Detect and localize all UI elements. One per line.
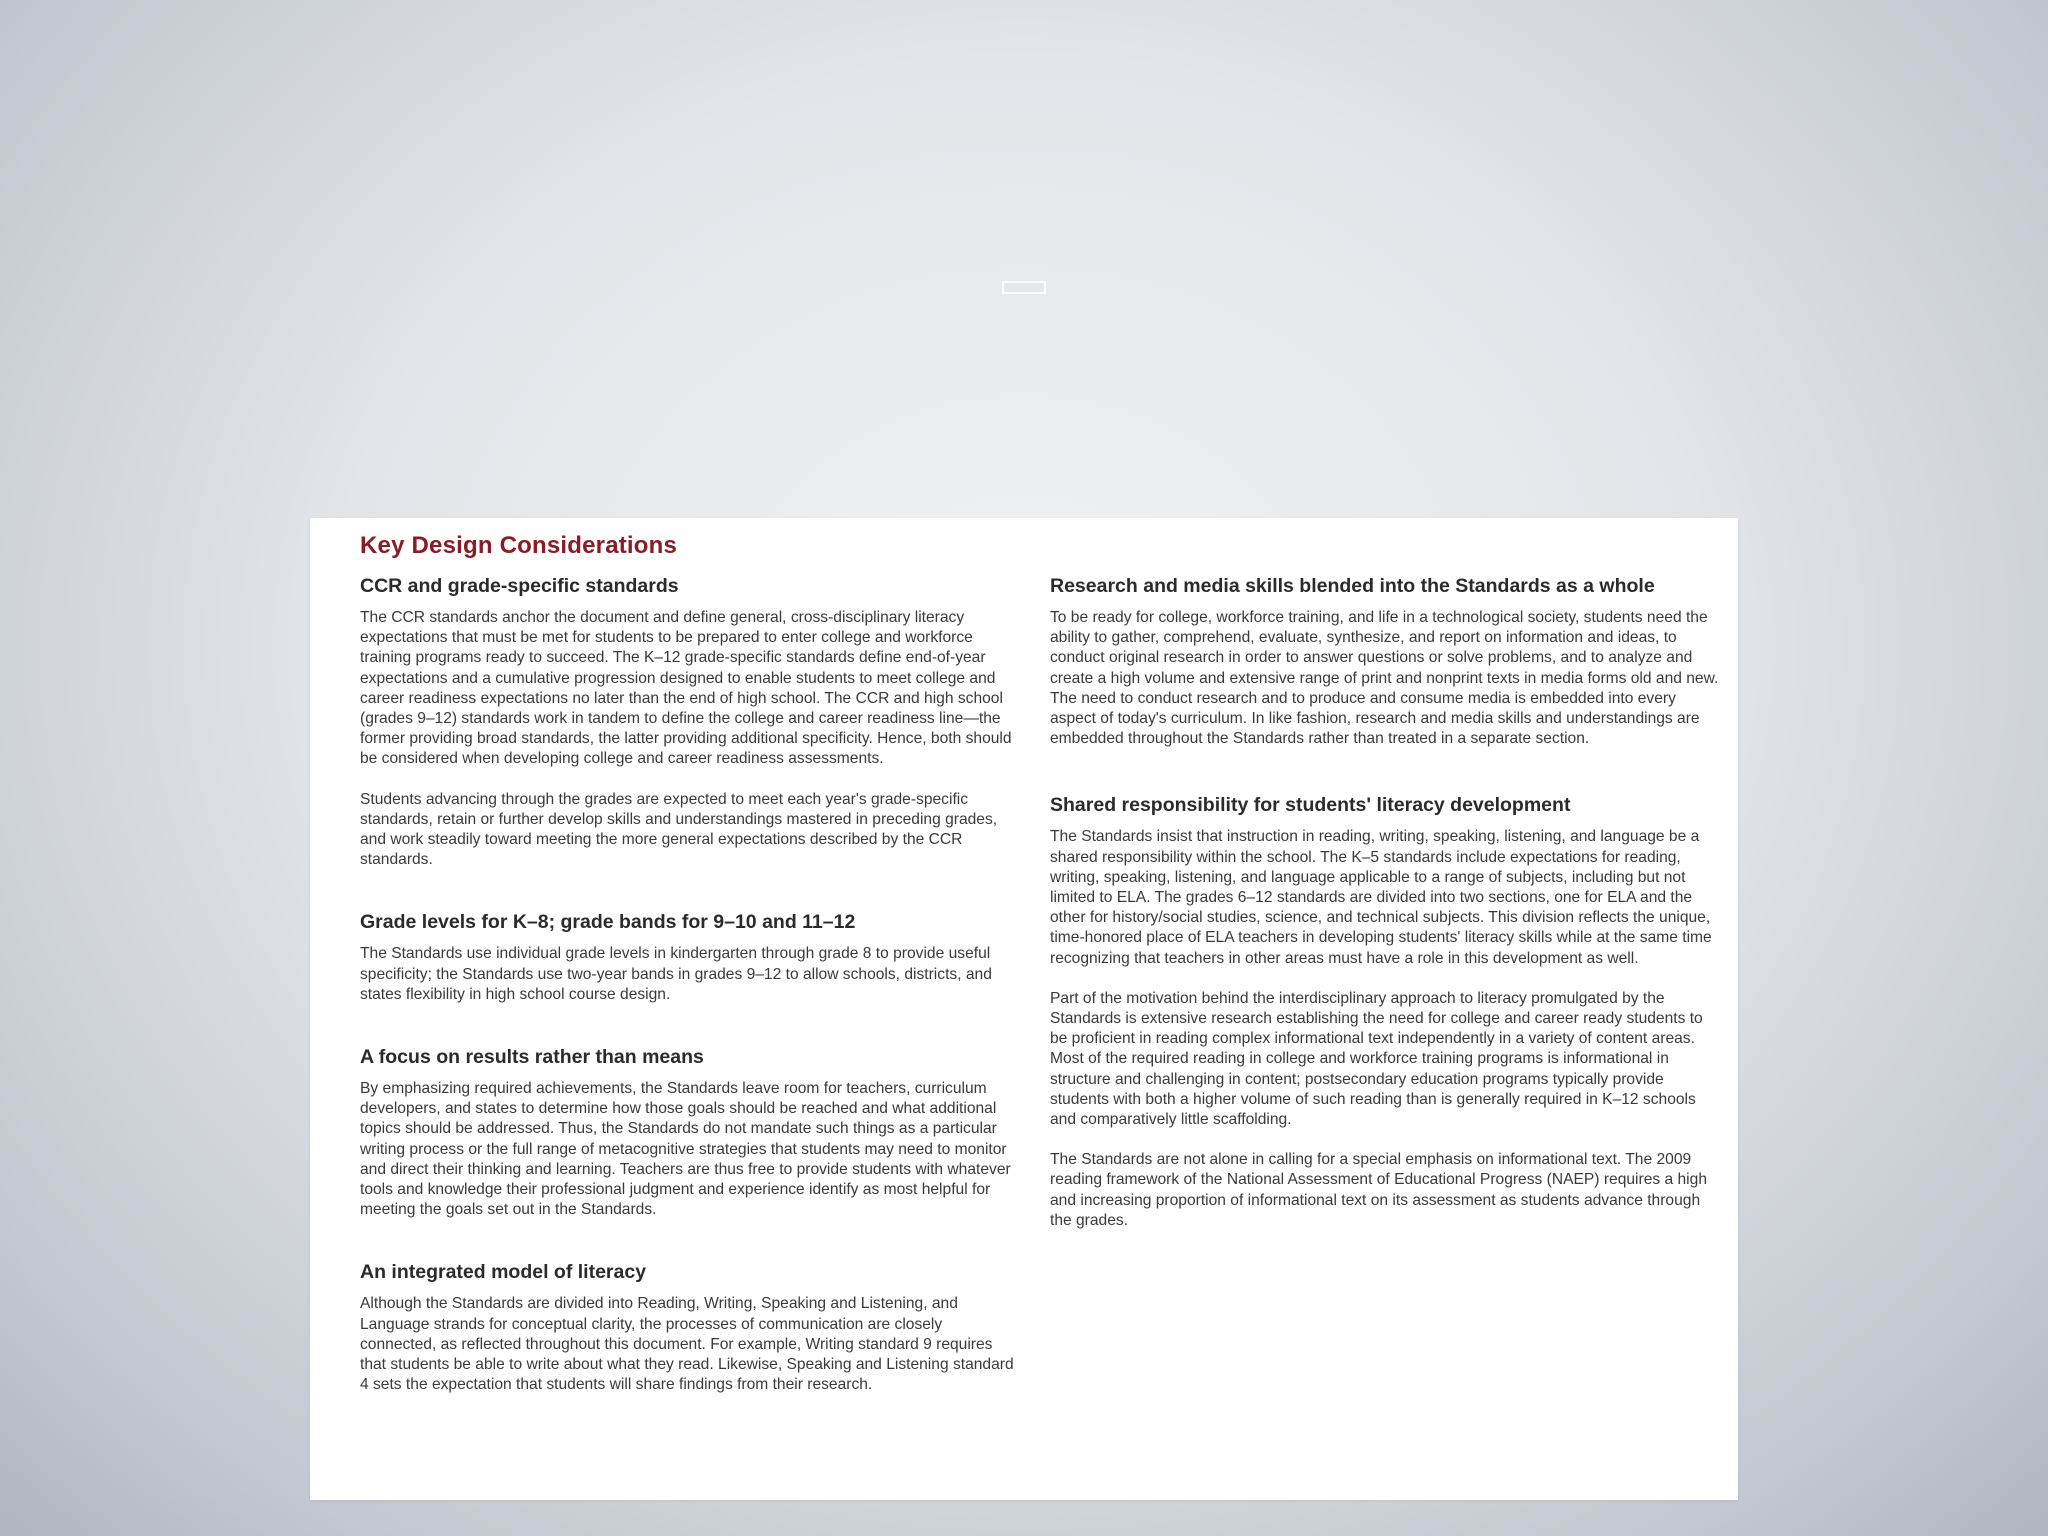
section-research-media	[1050, 574, 1720, 749]
document-title: Key Design Considerations	[360, 532, 678, 559]
section-paragraph: The Standards are not alone in calling for a special emphasis on informational text. The 2009 reading framework of the National Assessment of Educational Progress (NAEP) requires a high and increasing proportion of informational text on its assessment as students advance through the grades.	[1050, 1151, 1707, 1229]
section-paragraph: The Standards use individual grade levels in kindergarten through grade 8 to provide useful specificity; the Standards use two-year bands in grades 9–12 to allow schools, districts, and states flexibility in high school course design.	[360, 945, 992, 1003]
section-grade-levels	[360, 910, 1020, 1005]
document-page	[310, 518, 1738, 1500]
section-paragraph: The CCR standards anchor the document and define general, cross-disciplinary literacy expectations that must be met for students to be prepared to enter college and workforce training programs ready to succeed. The K–12 grade-specific standards define end-of-year expectations and a cumulative progression designed to enable students to meet college and career readiness expectations no later than the end of high school. The CCR and high school (grades 9–12) standards work in tandem to define the college and career readiness line—the former providing broad standards, the latter providing additional specificity. Hence, both should be considered when developing college and career readiness assessments.	[360, 609, 1012, 768]
section-shared-responsibility	[1050, 793, 1720, 1231]
section-paragraph: Part of the motivation behind the interdisciplinary approach to literacy promulgated by the Standards is extensive research establishing the need for college and career ready students to be proficient in reading complex informational text independently in a variety of content areas. Most of the required reading in college and workforce training programs is informational in structure and challenging in content; postsecondary education programs typically provide students with both a higher volume of such reading than is generally required in K–12 schools and comparatively little scaffolding.	[1050, 989, 1703, 1129]
section-heading: Grade levels for K–8; grade bands for 9–10 and 11–12	[360, 911, 856, 934]
section-paragraph: To be ready for college, workforce training, and life in a technological society, students need the ability to gather, comprehend, evaluate, synthesize, and report on information and ideas, to conduct original research in order to answer questions or solve problems, and to analyze and create a high volume and extensive range of print and nonprint texts in media forms old and new. The need to conduct research and to produce and consume media is embedded into every aspect of today's curriculum. In like fashion, research and media skills and understandings are embedded throughout the Standards rather than treated in a separate section.	[1050, 609, 1719, 748]
section-heading: A focus on results rather than means	[360, 1046, 704, 1069]
section-paragraph: Although the Standards are divided into Reading, Writing, Speaking and Listening, and Language strands for conceptual clarity, the processes of communication are closely connected, as reflected throughout this document. For example, Writing standard 9 requires that students be able to write about what they read. Likewise, Speaking and Listening standard 4 sets the expectation that students will share findings from their research.	[360, 1295, 1014, 1394]
section-heading: Shared responsibility for students' literacy development	[1050, 794, 1571, 817]
section-heading: Research and media skills blended into the Standards as a whole	[1050, 575, 1655, 597]
section-paragraph: The Standards insist that instruction in reading, writing, speaking, listening, and language be a shared responsibility within the school. The K–5 standards include expectations for reading, writing, speaking, listening, and language applicable to a range of subjects, including but not limited to ELA. The grades 6–12 standards are divided into two sections, one for ELA and the other for history/social studies, science, and technical subjects. This division reflects the unique, time-honored place of ELA teachers in developing students' literacy skills while at the same time recognizing that teachers in other areas must have a role in this development as well.	[1050, 828, 1712, 967]
slide-placeholder-mark	[1002, 281, 1046, 294]
left-column	[360, 574, 1020, 1395]
right-column	[1050, 574, 1720, 1231]
section-paragraph: Students advancing through the grades are expected to meet each year's grade-specific standards, retain or further develop skills and understandings mastered in preceding grades, and work steadily toward meeting the more general expectations described by the CCR standards.	[360, 790, 998, 869]
section-heading: An integrated model of literacy	[360, 1261, 647, 1284]
section-heading: CCR and grade-specific standards	[360, 575, 679, 597]
section-focus-results	[360, 1045, 1020, 1220]
section-paragraph: By emphasizing required achievements, the Standards leave room for teachers, curriculum developers, and states to determine how those goals should be reached and what additional topics should be addressed. Thus, the Standards do not mandate such things as a particular writing process or the full range of metacognitive strategies that students may need to monitor and direct their thinking and learning. Teachers are thus free to provide students with whatever tools and knowledge their professional judgment and experience identify as most helpful for meeting the goals set out in the Standards.	[360, 1080, 1011, 1219]
section-ccr-standards	[360, 574, 1020, 870]
section-integrated-model	[360, 1260, 1020, 1395]
